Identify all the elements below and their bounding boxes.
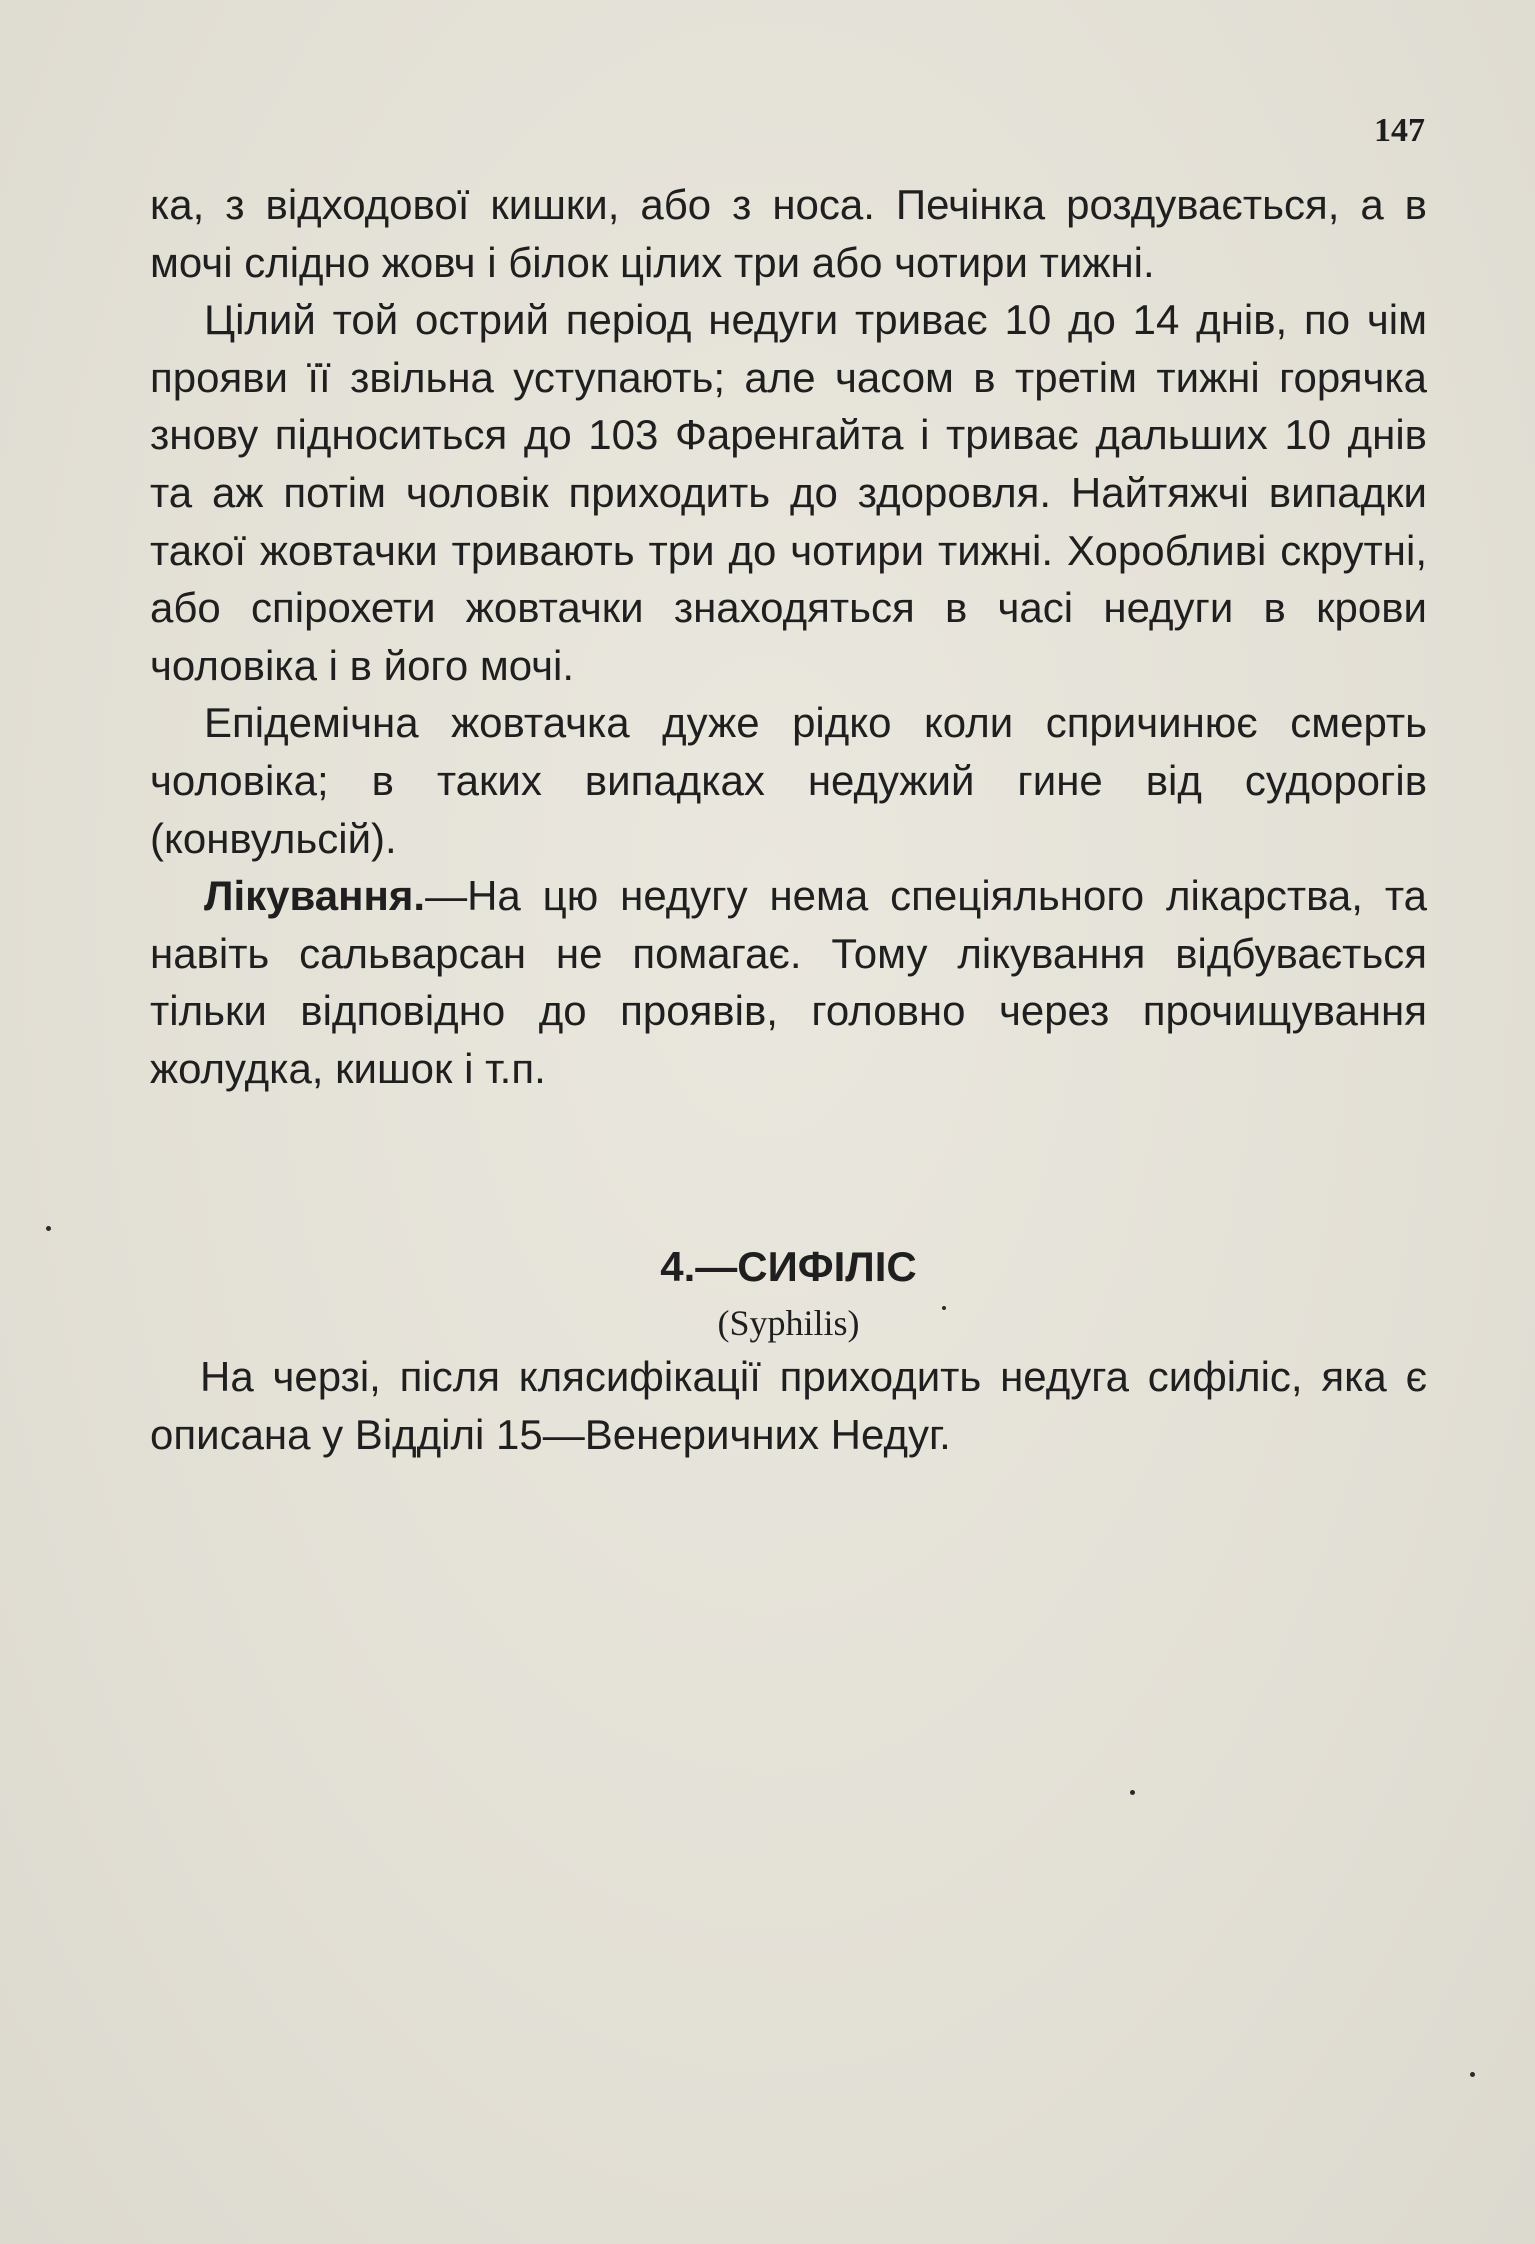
section-paragraph: На черзі, після клясифікації приходить недуга сифіліс, яка є описана у Відділі 15—Венеричних Недуг. — [150, 1353, 1427, 1458]
paragraph-2: Цілий той острий період недуги триває 10 до 14 днів, по чім прояви її звільна уступають; але часом в третім тижні горячка знову підноситься до 103 Фаренгайта і триває дальших 10 днів та аж потім чоловік приходить до здоровля. Найтяжчі випадки такої жовтачки тривають три до чотири тижні. Хоробливі скрутні, або спірохети жовтачки знаходяться в часі недуги в крови чоловіка і в його мочі. — [150, 296, 1427, 689]
paragraph-4 — [150, 867, 1427, 1097]
paragraph-1: ка, з відходової кишки, або з носа. Печінка роздувається, а в мочі слідно жовч і білок цілих три або чотири тижні. — [150, 181, 1427, 286]
treatment-text: —На цю недугу нема спеціяльного лікарства, та навіть сальварсан не помагає. Тому лікування відбувається тільки відповідно до проявів, головно через прочищування жолудка, кишок і т.п. — [150, 872, 1427, 1092]
print-speck — [1470, 2072, 1475, 2077]
body-text — [150, 176, 1427, 1098]
print-speck — [46, 1226, 51, 1231]
paragraph-3: Епідемічна жовтачка дуже рідко коли спричинює смерть чоловіка; в таких випадках недужий гине від судорогів (конвульсій). — [150, 699, 1427, 862]
print-speck — [942, 1306, 946, 1310]
section-heading: 4.—СИФІЛІС — [660, 1243, 917, 1290]
print-speck — [1130, 1790, 1135, 1795]
section-body — [150, 1348, 1427, 1464]
page-number: 147 — [1374, 112, 1425, 149]
section-subheading: (Syphilis) — [717, 1303, 860, 1343]
treatment-lead: Лікування. — [204, 872, 426, 920]
